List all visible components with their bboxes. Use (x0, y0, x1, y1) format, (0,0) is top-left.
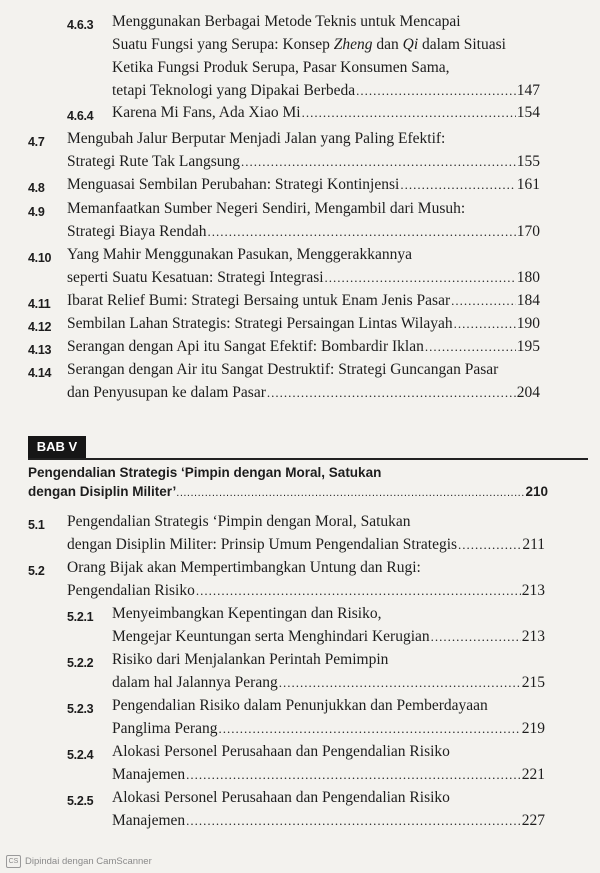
toc-number: 5.2 (28, 564, 45, 578)
toc-number: 5.2.5 (67, 794, 94, 808)
toc-entry-last-line: Menguasai Sembilan Perubahan: Strategi Kontinjensi ..... 161 (67, 175, 540, 195)
page-number: 213 (521, 628, 545, 645)
page-number: 195 (516, 338, 540, 355)
toc-number: 4.6.3 (67, 18, 94, 32)
toc-line: Alokasi Personel Perusahaan dan Pengendalian Risiko (112, 789, 450, 806)
page-number: 215 (521, 674, 545, 691)
page-number: 221 (521, 766, 545, 783)
toc-line: Suatu Fungsi yang Serupa: Konsep Zheng dan Qi dalam Situasi (112, 36, 506, 53)
chapter-badge: BAB V (28, 436, 86, 458)
watermark-text: Dipindai dengan CamScanner (25, 856, 152, 867)
toc-entry-last-line: Manajemen ..... 221 (112, 765, 545, 785)
toc-number: 4.7 (28, 135, 45, 149)
chapter-title-line: Pengendalian Strategis ‘Pimpin dengan Moral, Satukan (28, 465, 382, 480)
scanner-watermark (6, 855, 152, 868)
page-number: 190 (516, 315, 540, 332)
toc-entry-last-line: Ibarat Relief Bumi: Strategi Bersaing untuk Enam Jenis Pasar ..... 184 (67, 291, 540, 311)
page-number: 161 (516, 176, 540, 193)
toc-entry-last-line: dengan Disiplin Militer: Prinsip Umum Pengendalian Strategis ..... 211 (67, 535, 545, 555)
toc-entry-last-line: Mengejar Keuntungan serta Menghindari Kerugian ..... 213 (112, 627, 545, 647)
toc-number: 4.6.4 (67, 109, 94, 123)
page-number: 213 (521, 582, 545, 599)
page-number: 227 (521, 812, 545, 829)
toc-entry-last-line: Sembilan Lahan Strategis: Strategi Persaingan Lintas Wilayah ..... 190 (67, 314, 540, 334)
chapter-title-line: dengan Disiplin Militer’ ..... 210 (28, 482, 548, 503)
toc-number: 4.14 (28, 366, 52, 380)
toc-number: 5.2.2 (67, 656, 94, 670)
chapter-divider (28, 458, 588, 460)
toc-number: 5.2.3 (67, 702, 94, 716)
toc-line: Alokasi Personel Perusahaan dan Pengendalian Risiko (112, 743, 450, 760)
toc-line: Orang Bijak akan Mempertimbangkan Untung dan Rugi: (67, 559, 421, 576)
toc-line: Ketika Fungsi Produk Serupa, Pasar Konsumen Sama, (112, 59, 450, 76)
toc-line: Risiko dari Menjalankan Perintah Pemimpin (112, 651, 389, 668)
page-number: 154 (516, 104, 540, 121)
page-number: 155 (516, 153, 540, 170)
toc-number: 5.2.1 (67, 610, 94, 624)
page-number: 210 (525, 484, 548, 499)
toc-number: 4.8 (28, 181, 45, 195)
toc-number: 4.11 (28, 297, 51, 311)
toc-line: Serangan dengan Air itu Sangat Destruktif: Strategi Guncangan Pasar (67, 361, 499, 378)
toc-entry-last-line: tetapi Teknologi yang Dipakai Berbeda ..... 147 (112, 81, 540, 101)
toc-line: Memanfaatkan Sumber Negeri Sendiri, Mengambil dari Musuh: (67, 200, 466, 217)
toc-line: Yang Mahir Menggunakan Pasukan, Menggerakkannya (67, 246, 412, 263)
camscanner-icon: CS (6, 855, 21, 868)
toc-entry-last-line: Strategi Biaya Rendah ..... 170 (67, 222, 540, 242)
toc-line: Mengubah Jalur Berputar Menjadi Jalan yang Paling Efektif: (67, 130, 446, 147)
toc-line: Menyeimbangkan Kepentingan dan Risiko, (112, 605, 382, 622)
page-number: 184 (516, 292, 540, 309)
toc-number: 4.12 (28, 320, 52, 334)
toc-entry-last-line: seperti Suatu Kesatuan: Strategi Integrasi ..... 180 (67, 268, 540, 288)
page-number: 204 (516, 384, 540, 401)
toc-line: Pengendalian Risiko dalam Penunjukkan dan Pemberdayaan (112, 697, 488, 714)
page-number: 170 (516, 223, 540, 240)
toc-number: 4.9 (28, 205, 45, 219)
page-number: 180 (516, 269, 540, 286)
toc-entry-last-line: Pengendalian Risiko ..... 213 (67, 581, 545, 601)
page-number: 219 (521, 720, 545, 737)
toc-line: Pengendalian Strategis ‘Pimpin dengan Moral, Satukan (67, 513, 411, 530)
toc-entry-last-line: Panglima Perang ..... 219 (112, 719, 545, 739)
toc-entry-last-line: Manajemen ..... 227 (112, 811, 545, 831)
toc-entry-last-line: Serangan dengan Api itu Sangat Efektif: Bombardir Iklan ..... 195 (67, 337, 540, 357)
toc-entry-last-line: Strategi Rute Tak Langsung ..... 155 (67, 152, 540, 172)
toc-entry-last-line: Karena Mi Fans, Ada Xiao Mi ..... 154 (112, 103, 540, 123)
toc-line: Menggunakan Berbagai Metode Teknis untuk Mencapai (112, 13, 461, 30)
page-number: 211 (522, 536, 545, 553)
page-number: 147 (516, 82, 540, 99)
toc-number: 5.1 (28, 518, 45, 532)
toc-number: 5.2.4 (67, 748, 94, 762)
toc-entry-last-line: dalam hal Jalannya Perang ..... 215 (112, 673, 545, 693)
toc-entry-last-line: dan Penyusupan ke dalam Pasar ..... 204 (67, 383, 540, 403)
toc-number: 4.10 (28, 251, 52, 265)
toc-number: 4.13 (28, 343, 52, 357)
